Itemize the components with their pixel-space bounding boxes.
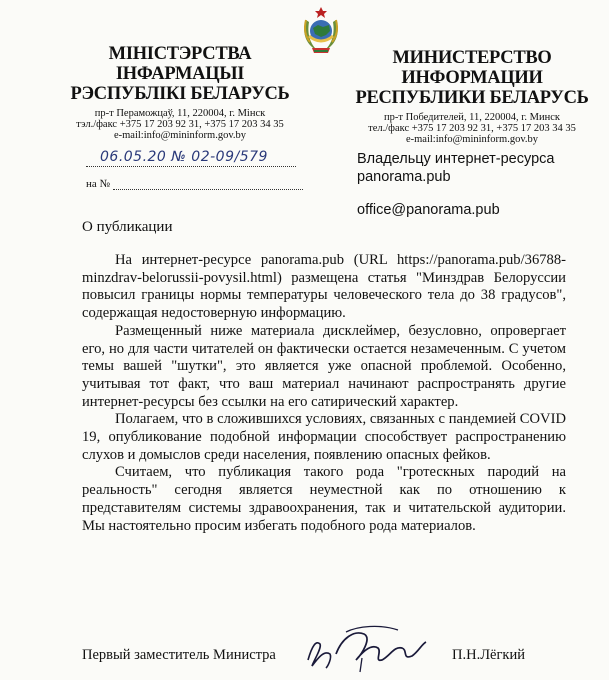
letter-subject: О публикации xyxy=(82,219,173,235)
recipient-line1: Владельцу интернет-ресурса xyxy=(357,151,555,167)
reference-number-line xyxy=(86,178,303,190)
ministry-header-belarusian xyxy=(60,44,300,141)
ministry-phone-ru: тел./факс +375 17 203 92 31, +375 17 203 34 35 xyxy=(368,123,576,134)
body-paragraph-4: Считаем, что публикация такого рода "гротескных пародий на реальность" сегодня является неуместной как по отношению к представителям системы здравоохранения, так и читательской аудитории. Мы настоятельно просим избегать подобного рода материалов. xyxy=(82,464,566,534)
handwritten-reference-number: 06.05.20 № 02-09/579 xyxy=(100,149,268,165)
ministry-name-be-line1: МІНІСТЭРСТВА ІНФАРМАЦЫІ xyxy=(108,44,252,84)
ministry-header-russian xyxy=(352,48,592,145)
body-paragraph-3: Полагаем, что в сложившихся условиях, связанных с пандемией COVID 19, опубликование подобной информации способствует распространению слухов и домыслов среди населения, появлению опасных фейков. xyxy=(82,411,566,463)
letter-body xyxy=(82,252,566,535)
body-paragraph-2: Размещенный ниже материала дисклеймер, безусловно, опровергает его, но для части читателей он фактически остается незамеченным. С учетом темы вашей "шутки", это является уже опасной проблемой. Особенно, учитывая тот факт, что ваш материал начинают распространять другие интернет-ресурсы без ссылки на его сатирический характер. xyxy=(82,322,566,410)
ministry-email-ru: e-mail:info@mininform.gov.by xyxy=(405,134,539,145)
recipient-line2: panorama.pub xyxy=(357,169,451,185)
ministry-name-ru-line1: МИНИСТЕРСТВО ИНФОРМАЦИИ xyxy=(392,48,552,88)
ministry-address-be: пр-т Пераможцаў, 11, 220004, г. Мінск xyxy=(94,108,266,119)
belarus-state-emblem-icon xyxy=(296,4,346,56)
signatory-position: Первый заместитель Министра xyxy=(82,647,276,663)
recipient-block xyxy=(357,150,554,219)
signature-row xyxy=(0,636,609,680)
recipient-email: office@panorama.pub xyxy=(357,202,500,218)
ministry-address-ru: пр-т Победителей, 11, 220004, г. Минск xyxy=(384,112,560,123)
signatory-name: П.Н.Лёгкий xyxy=(452,647,525,663)
handwritten-signature-icon xyxy=(302,620,432,678)
ministry-name-ru-line2: РЕСПУБЛИКИ БЕЛАРУСЬ xyxy=(355,88,589,108)
reference-number-label: на № xyxy=(86,178,111,190)
body-paragraph-1: На интернет-ресурсе panorama.pub (URL https://panorama.pub/36788-minzdrav-belorussii-povysil.html) размещена статья "Минздрав Белоруссии повысил границы нормы температуры человеческого тела до 38 градусов", содержащая недостоверную информацию. xyxy=(82,252,566,322)
ministry-name-be-line2: РЭСПУБЛІКІ БЕЛАРУСЬ xyxy=(70,84,290,104)
ministry-email-be: e-mail:info@mininform.gov.by xyxy=(113,130,247,141)
ministry-phone-be: тэл./факс +375 17 203 92 31, +375 17 203 34 35 xyxy=(76,119,284,130)
